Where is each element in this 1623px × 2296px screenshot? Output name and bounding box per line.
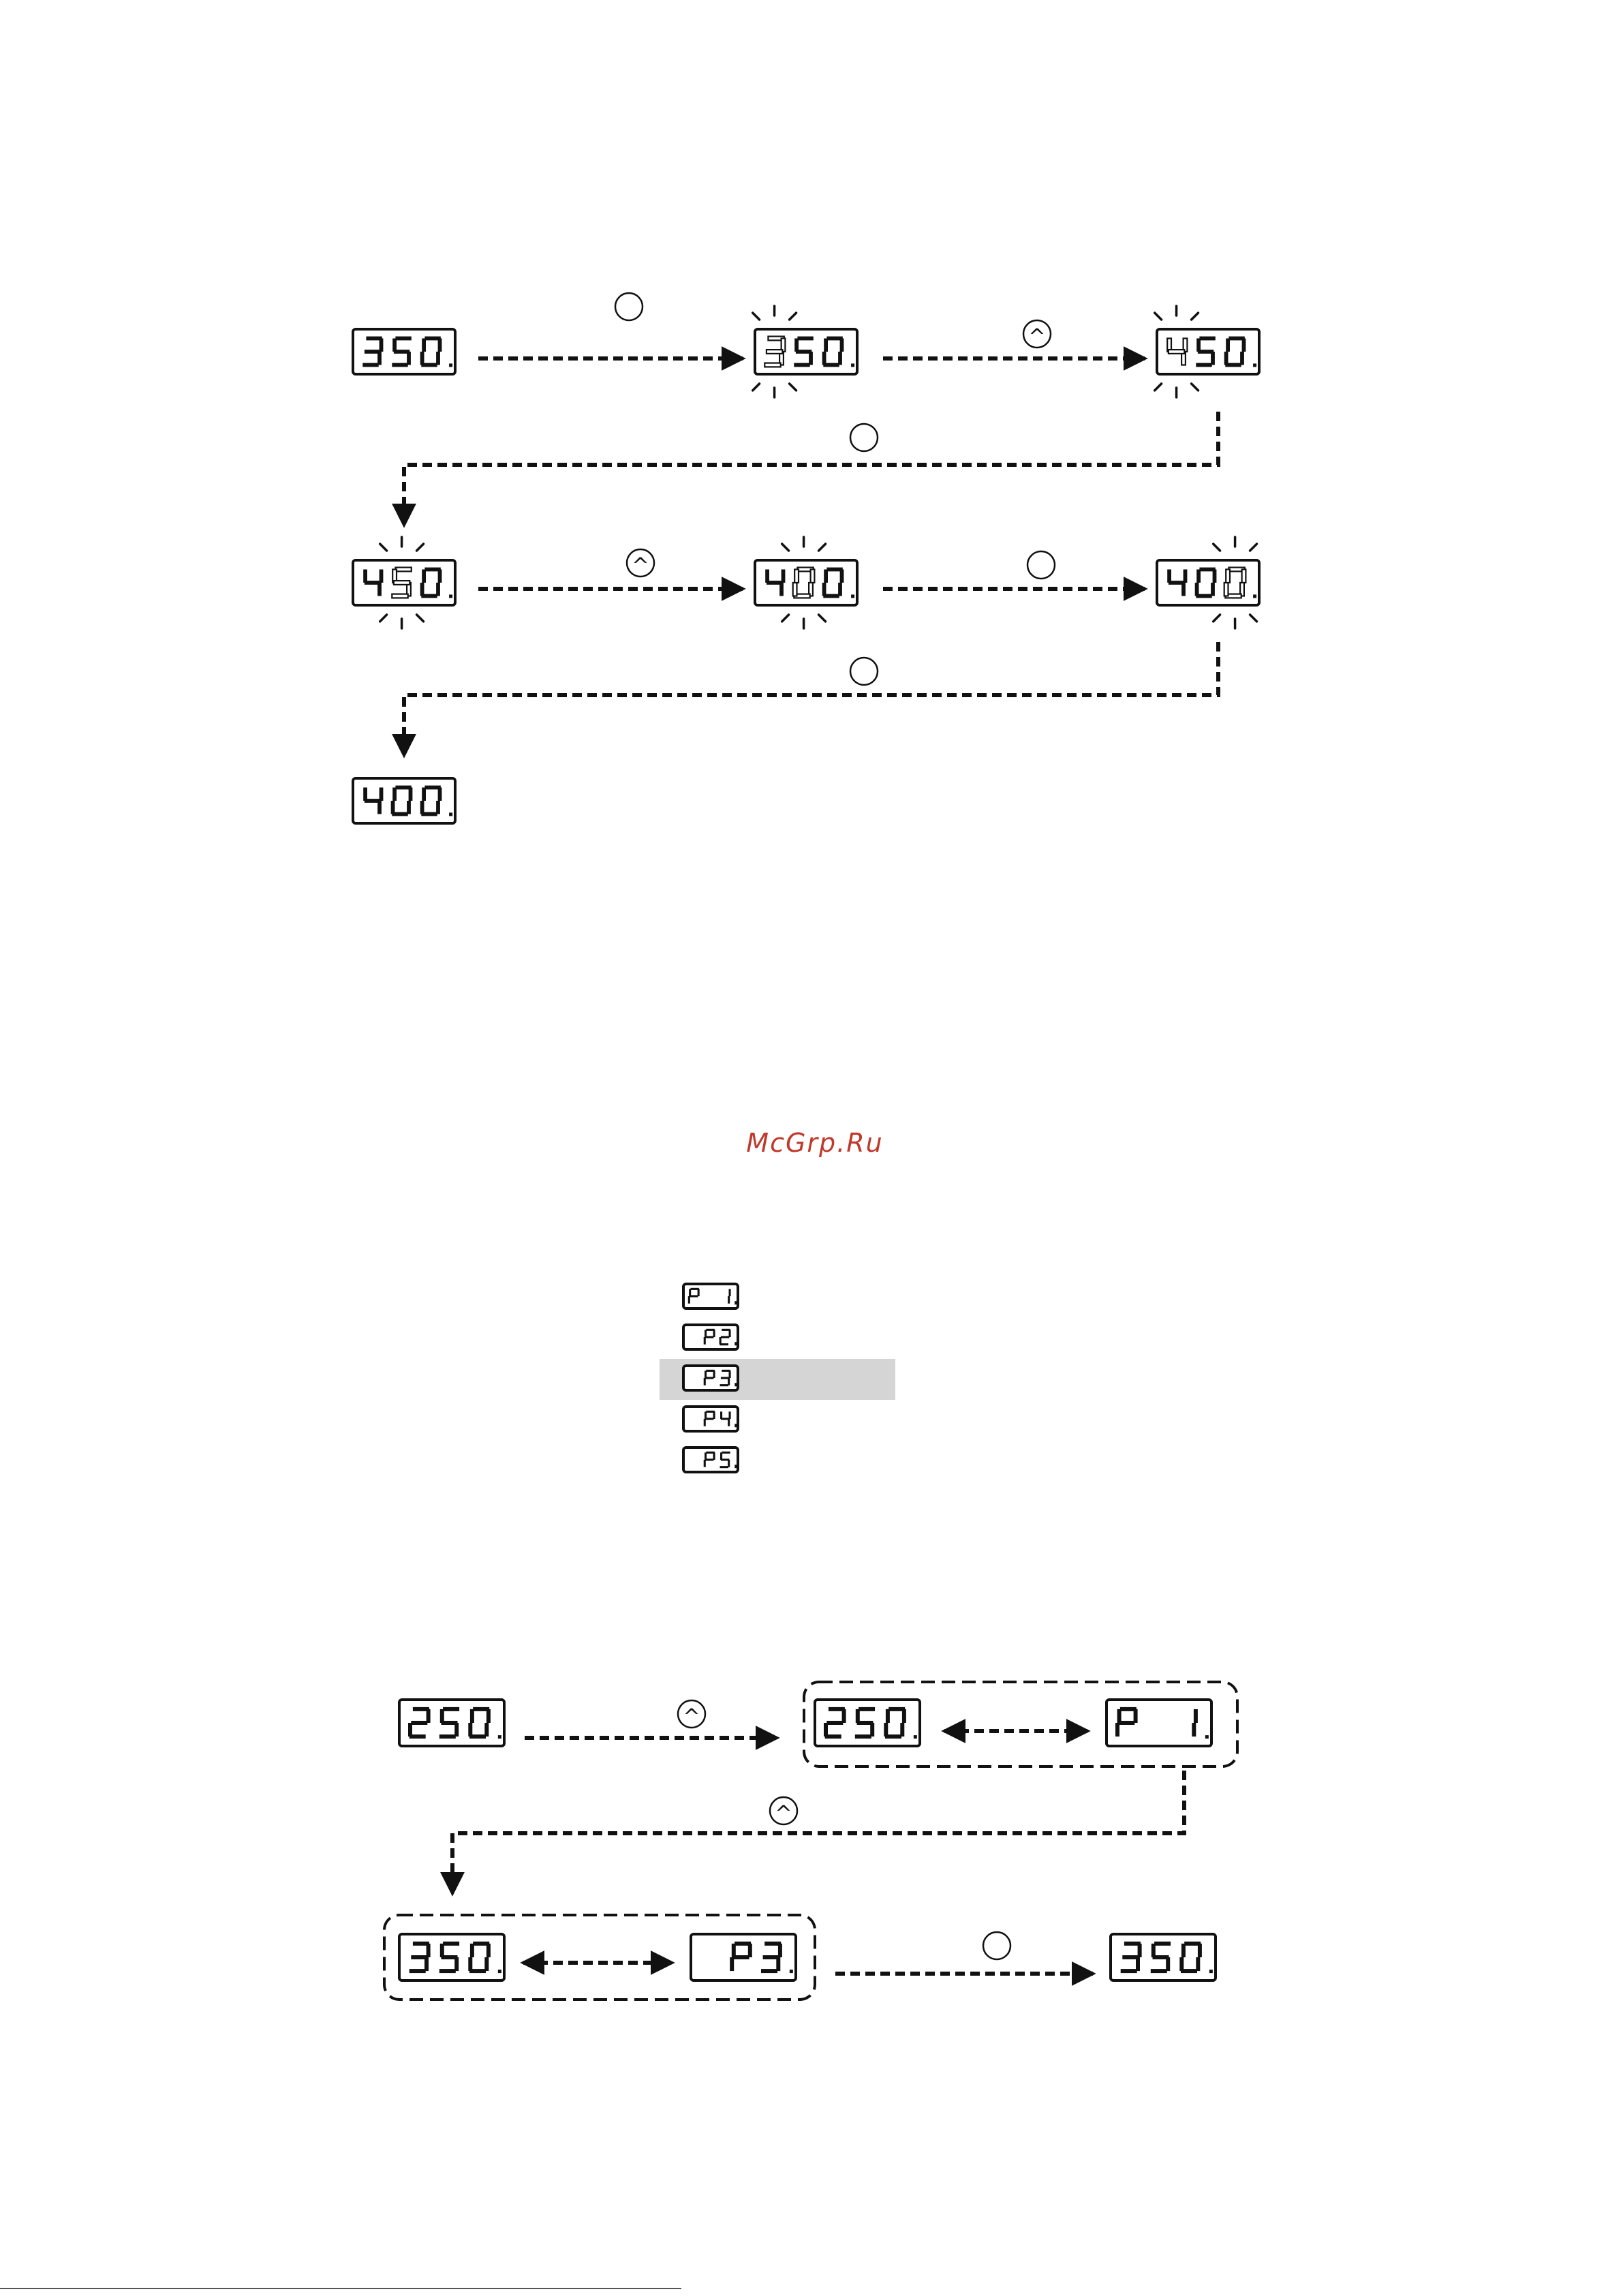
segment-b [1242, 339, 1246, 352]
decimal-point [914, 1735, 917, 1739]
segment-g [411, 1721, 427, 1725]
segment-c [377, 801, 382, 814]
flow-arrow-3 [404, 412, 1218, 525]
led-display-s4 [683, 1407, 738, 1431]
segment-d [825, 1734, 841, 1739]
blink-ray-2 [819, 544, 826, 551]
segment-c [728, 1378, 730, 1386]
blink-ray-2 [1250, 544, 1257, 551]
segment-e [420, 583, 424, 596]
segment-e [793, 583, 797, 596]
up-button-icon [627, 549, 654, 578]
button-circle [850, 424, 878, 451]
segment-e [1115, 1723, 1119, 1736]
segment-b [486, 1709, 491, 1723]
segment-a [722, 1452, 730, 1454]
segment-f [422, 339, 426, 352]
segment-b [1138, 1944, 1142, 1957]
segment-e [1224, 583, 1228, 596]
led-display-b6 [1111, 1934, 1216, 1980]
blink-ray-5 [819, 615, 826, 622]
blink-ray-3 [782, 615, 789, 622]
segment-f [794, 339, 799, 352]
segment-f [440, 1944, 444, 1957]
decimal-point [1253, 594, 1256, 598]
segment-a [443, 1942, 459, 1946]
segment-f [1196, 339, 1201, 352]
segment-b [729, 1289, 731, 1296]
segment-f [1167, 570, 1171, 583]
segment-a [1154, 1942, 1171, 1946]
decimal-point [449, 594, 452, 598]
segment-d [392, 363, 407, 367]
segment-f [1151, 1944, 1156, 1957]
segment-c [1240, 352, 1244, 365]
segment-b [427, 1709, 431, 1723]
segment-d [720, 1384, 729, 1386]
segment-b [1194, 1709, 1198, 1723]
segment-c [484, 1957, 489, 1971]
segment-f [422, 788, 426, 801]
segment-c [1192, 1723, 1196, 1736]
segment-e [704, 1419, 706, 1426]
blink-ray-0 [753, 313, 760, 320]
segment-b [438, 788, 442, 801]
segment-c [838, 583, 842, 596]
segment-c [870, 1723, 874, 1736]
up-caret-glyph: ^ [1028, 325, 1046, 349]
led-display-d3 [1155, 306, 1259, 397]
segment-c [1136, 1957, 1140, 1971]
segment-e [1195, 583, 1199, 596]
segment-f [392, 339, 397, 352]
blink-ray-5 [1250, 615, 1257, 622]
segment-f [470, 1944, 474, 1957]
segment-a [395, 337, 411, 341]
segment-b [1198, 1944, 1202, 1957]
segment-d [409, 1969, 426, 1973]
segment-b [782, 570, 786, 583]
segment-e [704, 1337, 706, 1345]
segment-f [856, 1709, 860, 1723]
segment-b [842, 1709, 846, 1723]
decimal-point [449, 812, 452, 816]
segment-f [470, 1709, 474, 1723]
segment-d [392, 594, 407, 598]
segment-c [377, 352, 382, 365]
segment-d [1151, 1969, 1167, 1973]
segment-e [1179, 1957, 1184, 1971]
segment-e [420, 352, 424, 365]
led-display-d4 [353, 537, 455, 628]
segment-b [698, 1289, 700, 1296]
segment-d [761, 1969, 777, 1973]
segment-f [705, 1330, 707, 1337]
blink-ray-3 [380, 615, 387, 622]
segment-e [822, 352, 826, 365]
led-display-b1 [399, 1700, 504, 1746]
segment-g [826, 1721, 843, 1725]
segment-b [748, 1944, 752, 1957]
segment-f [720, 1411, 722, 1419]
button-circle [1027, 551, 1055, 579]
segment-e [822, 583, 826, 596]
segment-b [1184, 570, 1188, 583]
segment-d [362, 363, 378, 367]
button-circle [850, 658, 878, 685]
led-display-d7 [353, 778, 455, 823]
up-caret-glyph: ^ [775, 1802, 792, 1826]
flow-arrow-6 [404, 642, 1218, 755]
led-display-b4 [399, 1934, 504, 1980]
up-caret-glyph: ^ [632, 554, 649, 578]
segment-b [380, 570, 384, 583]
segment-d [1121, 1969, 1137, 1973]
segment-e [730, 1957, 734, 1971]
blink-ray-2 [1192, 313, 1199, 320]
segment-c [454, 1957, 459, 1971]
segment-g [1169, 350, 1184, 354]
set-button-icon [615, 293, 643, 320]
segment-b [380, 339, 384, 352]
segment-e [688, 1296, 690, 1304]
segment-c [436, 583, 440, 596]
flow-arrow-8 [452, 1771, 1184, 1893]
led-display-s2 [683, 1325, 738, 1349]
segment-f [1117, 1709, 1122, 1723]
segment-b [1134, 1709, 1138, 1723]
segment-e [720, 1337, 722, 1345]
segment-b [811, 570, 815, 583]
segment-c [377, 583, 382, 596]
segment-a [859, 1707, 875, 1711]
segment-c [838, 352, 842, 365]
segment-e [704, 1378, 706, 1386]
segment-c [776, 1957, 780, 1971]
set-button-icon [1027, 551, 1055, 579]
segment-b [427, 1944, 431, 1957]
set-button-icon [983, 1932, 1010, 1959]
segment-f [1181, 1944, 1186, 1957]
segment-b [713, 1330, 715, 1337]
led-display-d5 [755, 537, 857, 628]
segment-f [705, 1411, 707, 1419]
flow-arrows-edit-sequence [404, 358, 1218, 755]
segment-f [363, 788, 367, 801]
segment-e [408, 1723, 412, 1736]
blink-ray-2 [790, 313, 797, 320]
segment-f [422, 570, 426, 583]
segment-f [765, 570, 769, 583]
segment-c [1211, 583, 1215, 596]
segment-f [794, 570, 799, 583]
segment-c [1211, 352, 1215, 365]
up-button-icon [770, 1797, 797, 1826]
led-display-s3 [683, 1366, 738, 1390]
decimal-point [735, 1301, 738, 1304]
segment-e [704, 1460, 706, 1467]
segment-d [720, 1343, 729, 1345]
blink-ray-0 [782, 544, 789, 551]
segment-c [436, 352, 440, 365]
segment-c [407, 352, 411, 365]
decimal-point [735, 1383, 738, 1386]
decimal-point [790, 1970, 793, 1973]
decimal-point [498, 1735, 501, 1739]
segment-e [468, 1957, 472, 1971]
blink-ray-3 [1155, 384, 1162, 391]
blink-ray-3 [753, 384, 760, 391]
segment-a [395, 568, 411, 572]
segment-b [486, 1944, 491, 1957]
segment-b [1242, 570, 1246, 583]
segment-g [721, 1336, 730, 1338]
segment-c [900, 1723, 904, 1736]
decimal-point [1253, 363, 1256, 367]
segment-b [438, 570, 442, 583]
decimal-point [449, 363, 452, 367]
blink-ray-5 [417, 615, 424, 622]
segment-f [392, 788, 397, 801]
segment-f [720, 1452, 722, 1460]
button-circle [983, 1932, 1010, 1959]
segment-c [779, 583, 784, 596]
segment-c [1196, 1957, 1200, 1971]
segment-b [729, 1411, 731, 1419]
up-caret-glyph: ^ [683, 1705, 700, 1729]
segment-a [1199, 337, 1215, 341]
segment-f [705, 1452, 707, 1460]
segment-c [728, 1419, 730, 1426]
segment-d [439, 1734, 456, 1739]
blink-ray-5 [1192, 384, 1199, 391]
decimal-point [735, 1465, 738, 1468]
segment-e [420, 801, 424, 814]
decimal-point [851, 594, 854, 598]
segment-e [884, 1723, 888, 1736]
segment-d [794, 363, 809, 367]
blink-ray-0 [1155, 313, 1162, 320]
led-display-b2 [815, 1700, 920, 1746]
blink-ray-2 [417, 544, 424, 551]
blink-ray-0 [1214, 544, 1220, 551]
segment-g [767, 350, 782, 354]
segment-d [1196, 363, 1211, 367]
led-display-b3 [1107, 1700, 1211, 1746]
segment-f [705, 1371, 707, 1378]
segment-c [728, 1460, 730, 1467]
decimal-point [1205, 1735, 1209, 1739]
segment-b [713, 1371, 715, 1378]
segment-d [439, 1969, 456, 1973]
segment-c [407, 801, 411, 814]
segment-b [713, 1411, 715, 1419]
segment-a [797, 337, 813, 341]
led-display-b5 [691, 1934, 796, 1980]
segment-f [689, 1289, 691, 1296]
segment-f [363, 570, 367, 583]
led-display-d1 [353, 329, 455, 374]
segment-f [440, 1709, 444, 1723]
decimal-point [735, 1342, 738, 1345]
blink-ray-5 [790, 384, 797, 391]
segment-b [840, 570, 844, 583]
segment-b [778, 1944, 782, 1957]
segment-d [764, 363, 780, 367]
segment-f [1226, 339, 1230, 352]
segment-f [1196, 570, 1201, 583]
segment-b [409, 788, 413, 801]
segment-f [886, 1709, 890, 1723]
button-circle [615, 293, 643, 320]
segment-b [438, 339, 442, 352]
up-button-icon [1023, 320, 1051, 349]
segment-b [380, 788, 384, 801]
decimal-point [735, 1424, 738, 1427]
segment-c [436, 801, 440, 814]
led-display-d6 [1157, 537, 1259, 628]
segment-c [1166, 1957, 1170, 1971]
decimal-point [1209, 1970, 1213, 1973]
segment-b [729, 1371, 731, 1378]
segment-c [424, 1957, 429, 1971]
watermark: McGrp.Ru [746, 1128, 884, 1158]
segment-e [1224, 352, 1228, 365]
blink-ray-0 [380, 544, 387, 551]
segment-c [484, 1723, 489, 1736]
segment-e [468, 1723, 472, 1736]
segment-b [1213, 570, 1217, 583]
decimal-point [851, 363, 854, 367]
segment-g [394, 581, 409, 585]
segment-b [902, 1709, 906, 1723]
up-button-icon [678, 1700, 705, 1729]
segment-d [409, 1734, 426, 1739]
led-display-s5 [683, 1448, 738, 1472]
segment-b [713, 1452, 715, 1460]
segment-f [824, 339, 828, 352]
blink-ray-3 [1214, 615, 1220, 622]
set-button-icon [850, 658, 878, 685]
segment-f [1226, 570, 1230, 583]
led-display-d2 [753, 306, 857, 397]
segment-e [824, 1723, 828, 1736]
segment-c [728, 1296, 730, 1304]
segment-d [855, 1734, 871, 1739]
segment-a [443, 1707, 459, 1711]
segment-b [729, 1330, 731, 1337]
led-display-s1 [683, 1284, 738, 1308]
segment-f [824, 570, 828, 583]
segment-c [809, 352, 813, 365]
segment-f [732, 1944, 736, 1957]
segment-e [391, 801, 395, 814]
segment-c [1181, 583, 1186, 596]
segment-d [720, 1466, 729, 1468]
set-button-icon [850, 424, 878, 451]
segment-c [454, 1723, 459, 1736]
segment-b [840, 339, 844, 352]
decimal-point [498, 1970, 501, 1973]
